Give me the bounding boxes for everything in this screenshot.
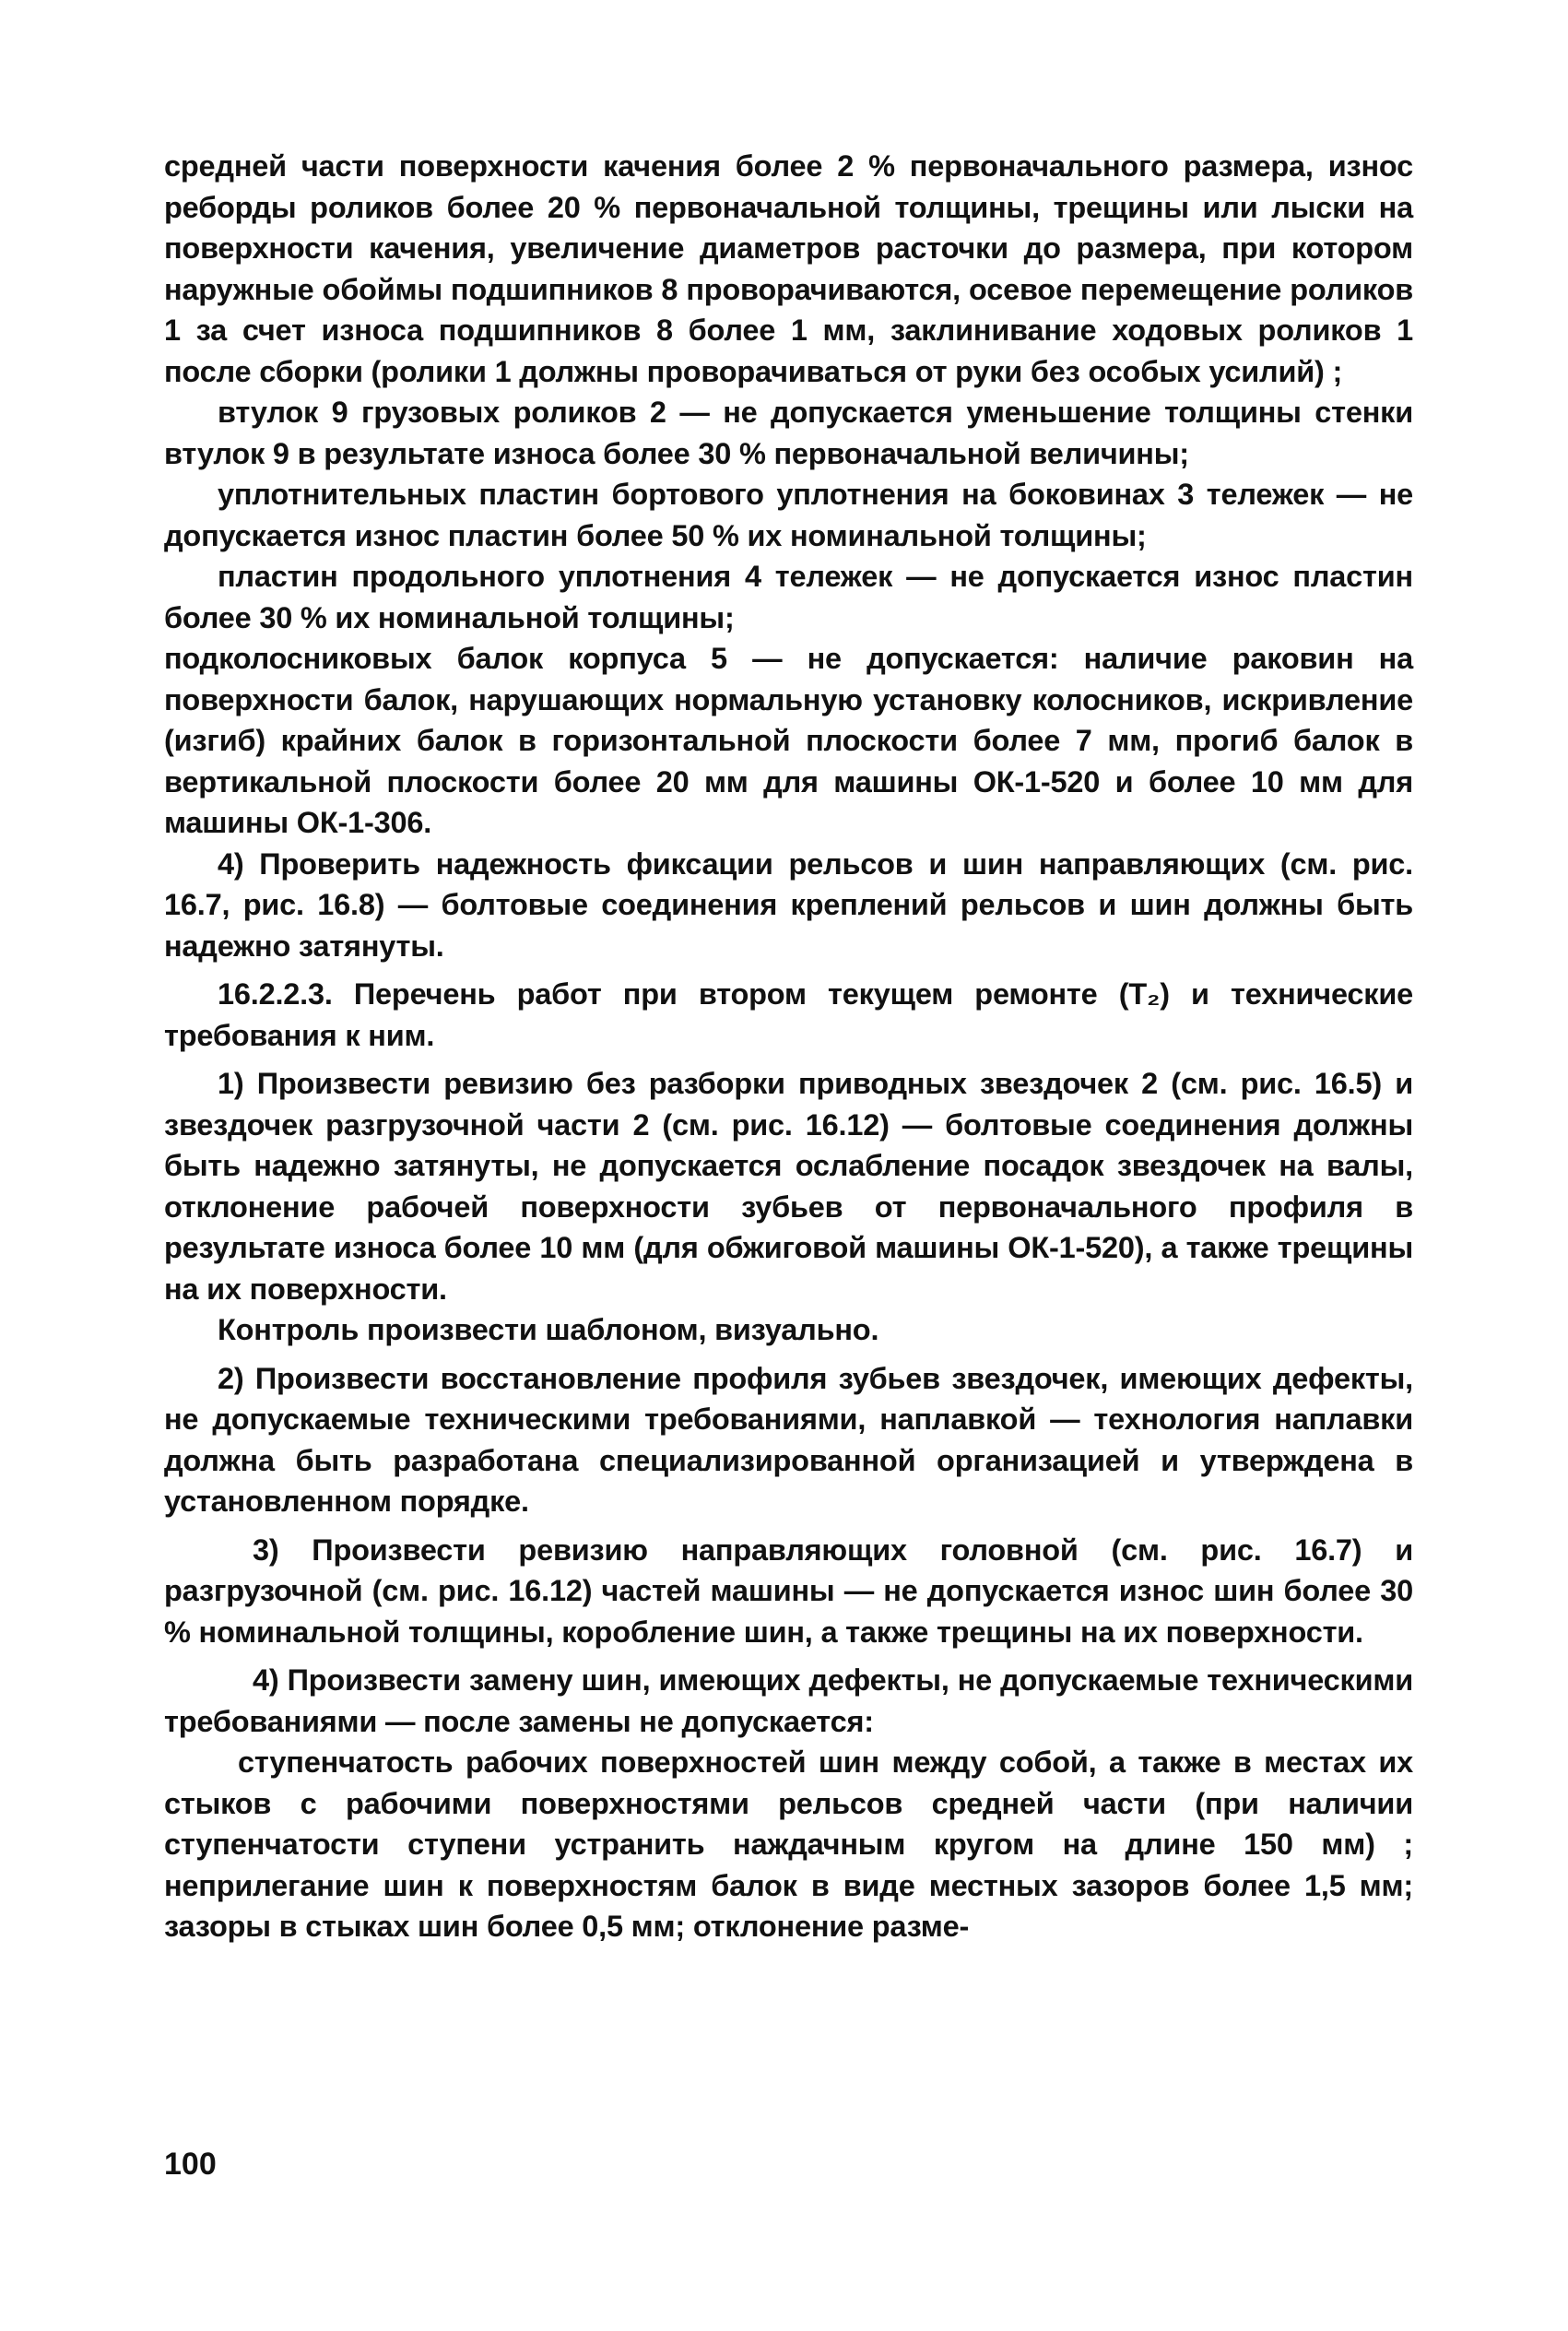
paragraph-control-note: Контроль произвести шаблоном, визуально.	[218, 1313, 879, 1346]
page-number: 100	[164, 2147, 217, 2182]
paragraph-item-2-profile-restore: 2) Произвести восстановление профиля зубьев звездочек, имеющих дефекты, не допускаемые техническими требованиями, наплавкой — технология наплавки должна быть разработана специализированной организацией и утверждена в установленном порядке.	[164, 1361, 1413, 1518]
paragraph-longitudinal-seal-plates: пластин продольного уплотнения 4 тележек — не допускается износ пластин более 30 % их номинальной толщины;	[164, 560, 1413, 634]
paragraph-item-4-rails: 4) Проверить надежность фиксации рельсов и шин направляющих (см. рис. 16.7, рис. 16.8) — болтовые соединения креплений рельсов и шин должны быть надежно затянуты.	[164, 846, 1413, 963]
body-text	[164, 146, 1413, 1947]
paragraph-stepping-requirements: ступенчатость рабочих поверхностей шин между собой, а также в местах их стыков с рабочими поверхностями рельсов средней части (при наличии ступенчатости ступени устранить наждачным кругом на длине 150 мм) ; неприлегание шин к поверхностям балок в виде местных зазоров более 1,5 мм; зазоры в стыках шин более 0,5 мм; отклонение разме-	[164, 1745, 1413, 1943]
paragraph-side-seal-plates: уплотнительных пластин бортового уплотнения на боковинах 3 тележек — не допускается износ пластин более 50 % их номинальной толщины;	[164, 478, 1413, 552]
paragraph-bushings: втулок 9 грузовых роликов 2 — не допускается уменьшение толщины стенки втулок 9 в результате износа более 30 % первоначальной величины;	[164, 396, 1413, 470]
paragraph-grate-beams: подколосниковых балок корпуса 5 — не допускается: наличие раковин на поверхности балок, нарушающих нормальную установку колосников, искривление (изгиб) крайних балок в горизонтальной плоскости более 7 мм, прогиб балок в вертикальной плоскости более 20 мм для машины ОК-1-520 и более 10 мм для машины ОК-1-306.	[164, 642, 1413, 839]
paragraph-item-4-rail-replacement: 4) Произвести замену шин, имеющих дефекты, не допускаемые техническими требованиями — после замены не допускается:	[164, 1663, 1413, 1738]
paragraph-rollers-wear: средней части поверхности качения более 2 % первоначального размера, износ реборды роликов более 20 % первоначальной толщины, трещины или лыски на поверхности качения, увеличение диаметров расточки до размера, при котором наружные обоймы подшипников 8 проворачиваются, осевое перемещение роликов 1 за счет износа подшипников 8 более 1 мм, заклинивание ходовых роликов 1 после сборки (ролики 1 должны проворачиваться от руки без особых усилий) ;	[164, 149, 1413, 388]
paragraph-item-1-sprockets: 1) Произвести ревизию без разборки приводных звездочек 2 (см. рис. 16.5) и звездочек разгрузочной части 2 (см. рис. 16.12) — болтовые соединения должны быть надежно затянуты, не допускается ослабление посадок звездочек на валы, отклонение рабочей поверхности зубьев от первоначального профиля в результате износа более 10 мм (для обжиговой машины ОК-1-520), а также трещины на их поверхности.	[164, 1067, 1413, 1306]
paragraph-item-3-guides: 3) Произвести ревизию направляющих головной (см. рис. 16.7) и разгрузочной (см. рис. 16.12) частей машины — не допускается износ шин более 30 % номинальной толщины, коробление шин, а также трещины на их поверхности.	[164, 1532, 1413, 1649]
section-heading-16-2-2-3: 16.2.2.3. Перечень работ при втором текущем ремонте (T₂) и технические требования к ним.	[164, 977, 1413, 1052]
